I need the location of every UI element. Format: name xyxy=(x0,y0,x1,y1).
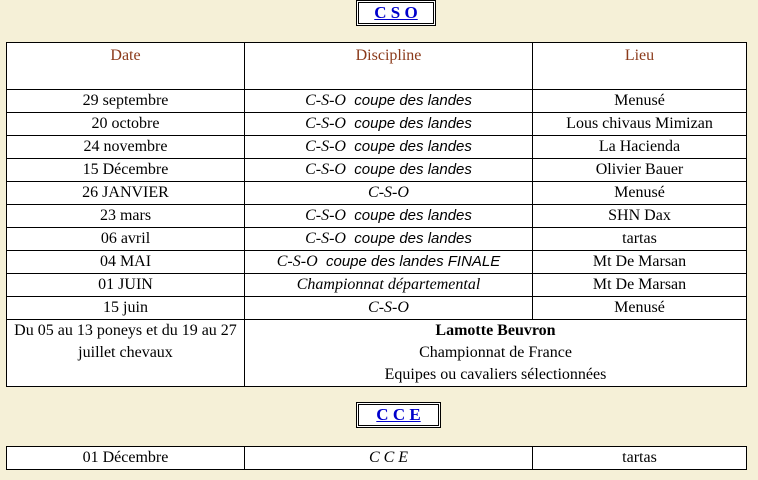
row-lieu: La Hacienda xyxy=(533,136,747,159)
table-row xyxy=(7,297,747,320)
row-discipline xyxy=(245,228,533,251)
row-discipline xyxy=(245,113,533,136)
final-line2: Equipes ou cavaliers sélectionnées xyxy=(384,366,607,383)
row-lieu: Mt De Marsan xyxy=(533,251,747,274)
table-row xyxy=(7,90,747,113)
discipline-detail: coupe des landes FINALE xyxy=(317,253,501,270)
table-row xyxy=(7,113,747,136)
row-discipline xyxy=(245,136,533,159)
cce-section-title xyxy=(356,402,441,428)
row-discipline xyxy=(245,159,533,182)
row-lieu: tartas xyxy=(533,228,747,251)
cce-title-link[interactable]: C C E xyxy=(376,405,421,424)
row-date: 23 mars xyxy=(7,205,245,228)
row-discipline xyxy=(245,251,533,274)
row-date: 01 JUIN xyxy=(7,274,245,297)
discipline-detail: coupe des landes xyxy=(345,230,472,247)
discipline-code: C-S-O xyxy=(368,184,409,201)
final-line1: Championnat de France xyxy=(419,344,572,361)
row-lieu: tartas xyxy=(533,447,747,470)
row-date: 04 MAI xyxy=(7,251,245,274)
table-row xyxy=(7,447,747,470)
row-lieu: Mt De Marsan xyxy=(533,274,747,297)
cso-header-row xyxy=(7,43,747,90)
cso-title-link[interactable]: C S O xyxy=(374,3,418,22)
table-row xyxy=(7,274,747,297)
row-date: 24 novembre xyxy=(7,136,245,159)
row-date: 26 JANVIER xyxy=(7,182,245,205)
cso-schedule-table xyxy=(6,42,747,387)
discipline-code: Championnat départemental xyxy=(296,276,481,293)
row-lieu: Olivier Bauer xyxy=(533,159,747,182)
discipline-code: C-S-O xyxy=(305,207,346,224)
final-title: Lamotte Beuvron xyxy=(435,322,556,339)
cce-schedule-table xyxy=(6,446,747,470)
table-row xyxy=(7,182,747,205)
row-discipline xyxy=(245,182,533,205)
table-row xyxy=(7,205,747,228)
discipline-detail: coupe des landes xyxy=(345,92,472,109)
table-row xyxy=(7,228,747,251)
header-lieu: Lieu xyxy=(533,43,747,90)
cso-final-row xyxy=(7,320,747,387)
discipline-code: C-S-O xyxy=(305,161,346,178)
row-discipline: C C E xyxy=(245,447,533,470)
row-date: 15 juin xyxy=(7,297,245,320)
discipline-code: C-S-O xyxy=(305,138,346,155)
row-lieu: Menusé xyxy=(533,182,747,205)
discipline-detail: coupe des landes xyxy=(345,138,472,155)
header-discipline: Discipline xyxy=(245,43,533,90)
discipline-detail: coupe des landes xyxy=(345,207,472,224)
row-lieu: Menusé xyxy=(533,297,747,320)
row-date: 15 Décembre xyxy=(7,159,245,182)
table-row xyxy=(7,251,747,274)
discipline-code: C-S-O xyxy=(368,299,409,316)
cso-section-title xyxy=(356,0,436,26)
discipline-detail: coupe des landes xyxy=(345,161,472,178)
row-date: 20 octobre xyxy=(7,113,245,136)
discipline-code: C-S-O xyxy=(305,92,346,109)
row-lieu: SHN Dax xyxy=(533,205,747,228)
row-discipline xyxy=(245,90,533,113)
row-lieu: Lous chivaus Mimizan xyxy=(533,113,747,136)
row-discipline xyxy=(245,274,533,297)
row-date: 06 avril xyxy=(7,228,245,251)
row-date: 01 Décembre xyxy=(7,447,245,470)
row-discipline xyxy=(245,297,533,320)
final-date: Du 05 au 13 poneys et du 19 au 27 juillet chevaux xyxy=(7,320,245,387)
discipline-code: C-S-O xyxy=(305,230,346,247)
row-date: 29 septembre xyxy=(7,90,245,113)
discipline-code: C-S-O xyxy=(276,253,318,270)
row-lieu: Menusé xyxy=(533,90,747,113)
row-discipline xyxy=(245,205,533,228)
final-event xyxy=(245,320,747,387)
discipline-code: C-S-O xyxy=(305,115,346,132)
cso-rows xyxy=(7,90,747,320)
discipline-detail: coupe des landes xyxy=(345,115,472,132)
table-row xyxy=(7,159,747,182)
header-date: Date xyxy=(7,43,245,90)
table-row xyxy=(7,136,747,159)
cce-rows xyxy=(7,447,747,470)
